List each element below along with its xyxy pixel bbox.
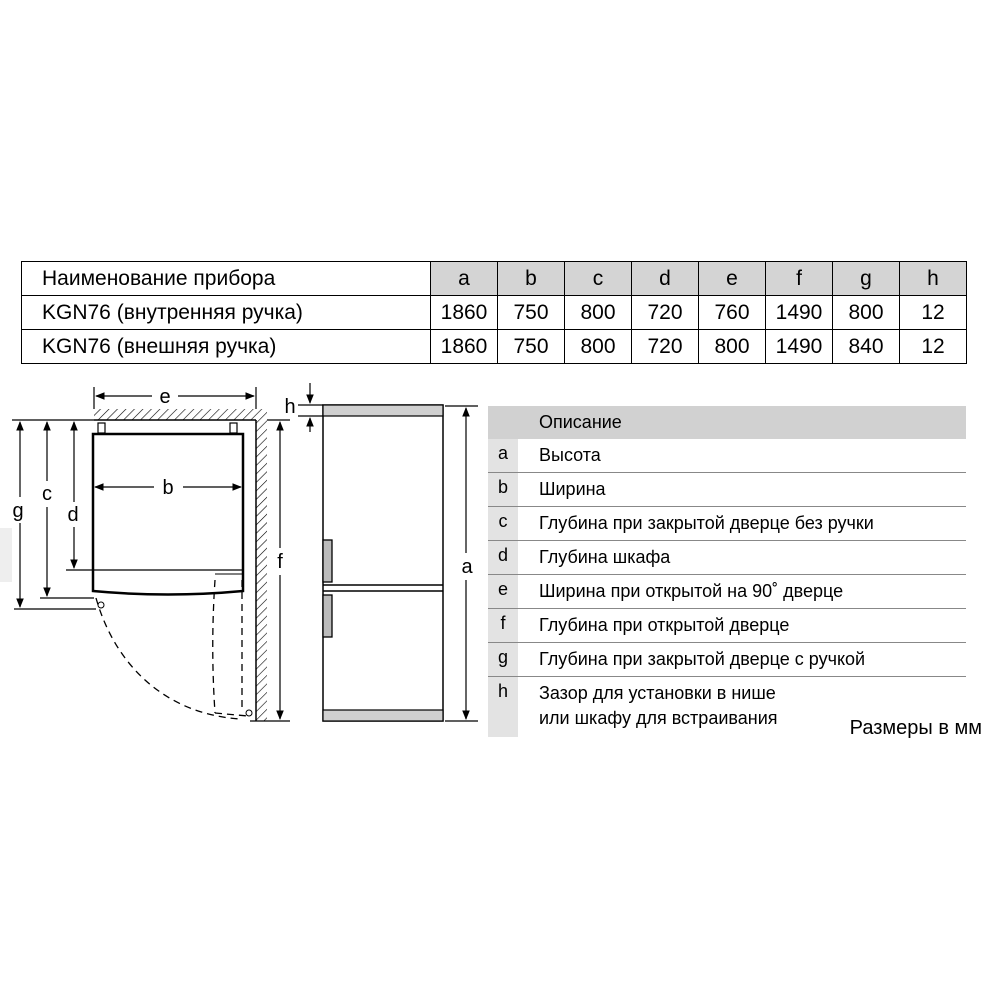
column-header-h: h [900,262,967,296]
legend-text: Ширина при открытой на 90˚ дверце [539,581,844,601]
dimension-label-a: a [461,556,473,578]
table-cell: 1490 [766,330,833,364]
column-header-f: f [766,262,833,296]
column-header-g: g [833,262,900,296]
dimension-label-c: c [42,483,52,505]
appliance-name: KGN76 (внутренняя ручка) [22,296,431,330]
column-header-c: c [565,262,632,296]
table-cell: 800 [565,296,632,330]
legend-key: b [488,473,518,506]
dimension-legend [488,406,966,737]
legend-item [488,609,966,643]
dimension-label-h: h [284,396,296,418]
legend-header: Описание [539,412,622,432]
legend-key: g [488,643,518,676]
fridge-top-view [93,423,252,716]
legend-text: Высота [539,445,601,465]
dimension-label-e: e [159,386,171,408]
table-cell: 800 [565,330,632,364]
dimension-label-d: d [67,504,79,526]
dimension-label-g: g [12,500,24,522]
legend-text: Глубина шкафа [539,547,671,567]
legend-header-row [488,406,966,439]
fridge-front-view [323,405,443,721]
column-header-a: a [431,262,498,296]
legend-text: Глубина при закрытой дверце с ручкой [539,649,866,669]
dimension-label-b: b [162,477,174,499]
dimension-label-f: f [277,551,283,573]
legend-item [488,575,966,609]
table-row [22,330,967,364]
column-header-e: e [699,262,766,296]
fridge-dimension-drawing [0,380,490,730]
table-cell: 720 [632,296,699,330]
column-header-d: d [632,262,699,296]
dimensions-table [21,261,967,364]
legend-item [488,439,966,473]
appliance-name: KGN76 (внешняя ручка) [22,330,431,364]
margin-mark [0,528,12,582]
table-cell: 1860 [431,330,498,364]
table-cell: 800 [833,296,900,330]
legend-text: Глубина при открытой дверце [539,615,790,635]
lower-door-handle [323,595,332,637]
legend-item [488,643,966,677]
legend-item [488,541,966,575]
legend-text: Глубина при закрытой дверце без ручки [539,513,874,533]
legend-text: Ширина [539,479,606,499]
column-header-b: b [498,262,565,296]
legend-key: e [488,575,518,608]
legend-key: c [488,507,518,540]
legend-key: f [488,609,518,642]
table-cell: 760 [699,296,766,330]
table-row [22,296,967,330]
table-cell: 750 [498,330,565,364]
upper-door-handle [323,540,332,582]
table-cell: 800 [699,330,766,364]
table-header-row [22,262,967,296]
door-swing-path [96,580,248,719]
table-cell: 750 [498,296,565,330]
table-cell: 12 [900,330,967,364]
table-cell: 1490 [766,296,833,330]
table-cell: 720 [632,330,699,364]
legend-key: h [488,677,518,737]
legend-item [488,507,966,541]
units-note: Размеры в мм [849,717,982,739]
legend-item [488,473,966,507]
legend-text: Зазор для установки в нише или шкафу для встраивания [539,683,778,728]
table-cell: 1860 [431,296,498,330]
legend-key: d [488,541,518,574]
appliance-name-header: Наименование прибора [22,262,431,296]
table-cell: 840 [833,330,900,364]
legend-key: a [488,439,518,472]
table-cell: 12 [900,296,967,330]
